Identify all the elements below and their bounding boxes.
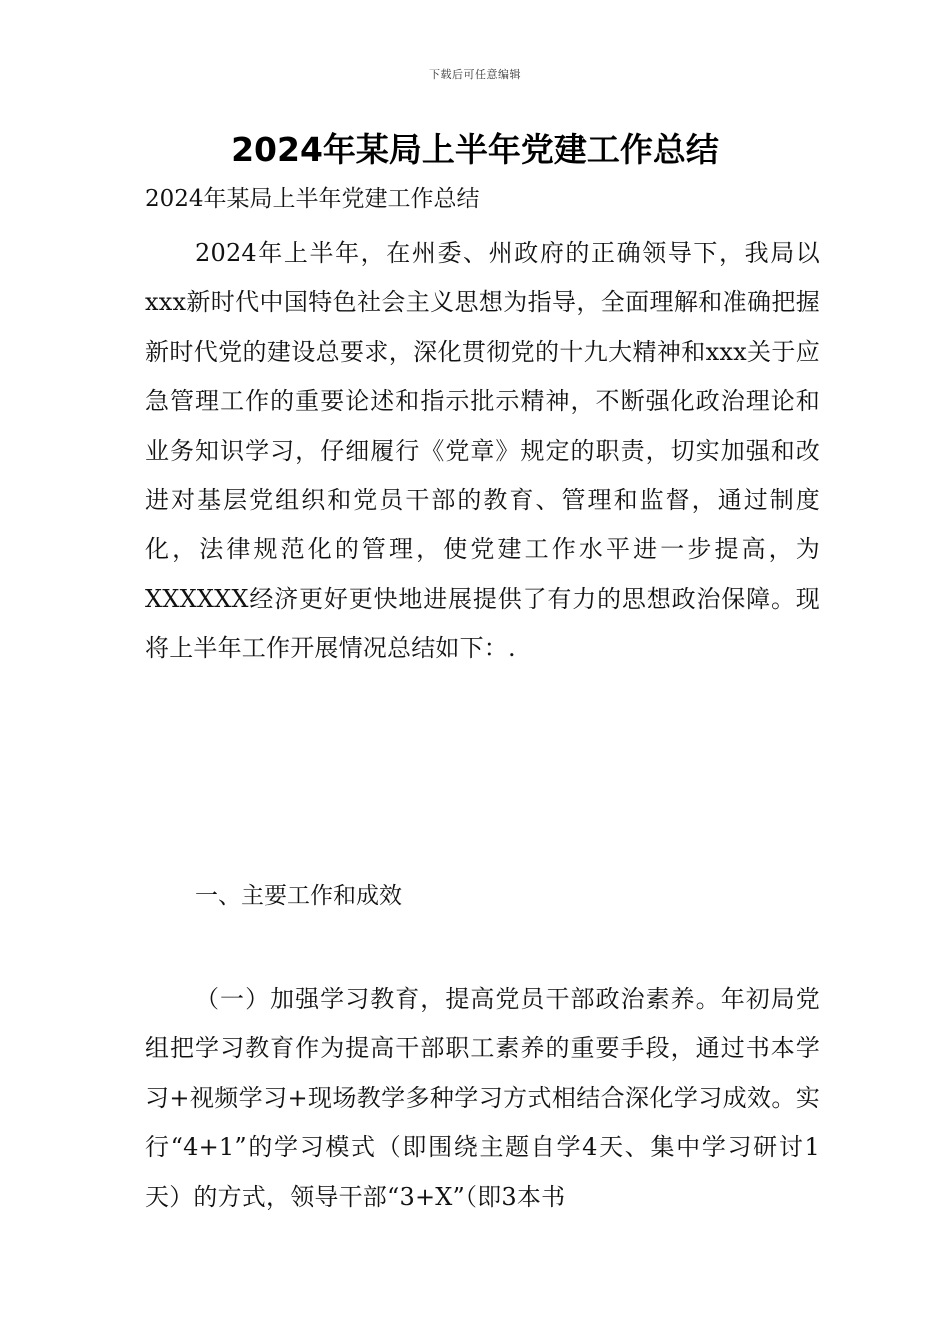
- intro-paragraph: 2024年上半年，在州委、州政府的正确领导下，我局以xxx新时代中国特色社会主义思想为指导，全面理解和准确把握新时代党的建设总要求，深化贯彻党的十九大精神和xxx关于应急管理工作的重要论述和指示批示精神，不断强化政治理论和业务知识学习，仔细履行《党章》规定的职责，切实加强和改进对基层党组织和党员干部的教育、管理和监督，通过制度化，法律规范化的管理，使党建工作水平进一步提高，为XXXXXX经济更好更快地进展提供了有力的思想政治保障。现将上半年工作开展情况总结如下：.: [145, 239, 820, 663]
- document-title: 2024年某局上半年党建工作总结: [231, 130, 719, 169]
- document-subtitle: 2024年某局上半年党建工作总结: [145, 186, 480, 212]
- header-note: 下载后可任意编辑: [429, 68, 521, 81]
- section-heading: 一、主要工作和成效: [195, 883, 402, 909]
- section-one-paragraph: （一）加强学习教育，提高党员干部政治素养。年初局党组把学习教育作为提高干部职工素养的重要手段，通过书本学习+视频学习+现场教学多种学习方式相结合深化学习成效。实行“4+1”的学习模式（即围绕主题自学4天、集中学习研讨1天）的方式，领导干部“3+X”（即3本书: [145, 985, 820, 1211]
